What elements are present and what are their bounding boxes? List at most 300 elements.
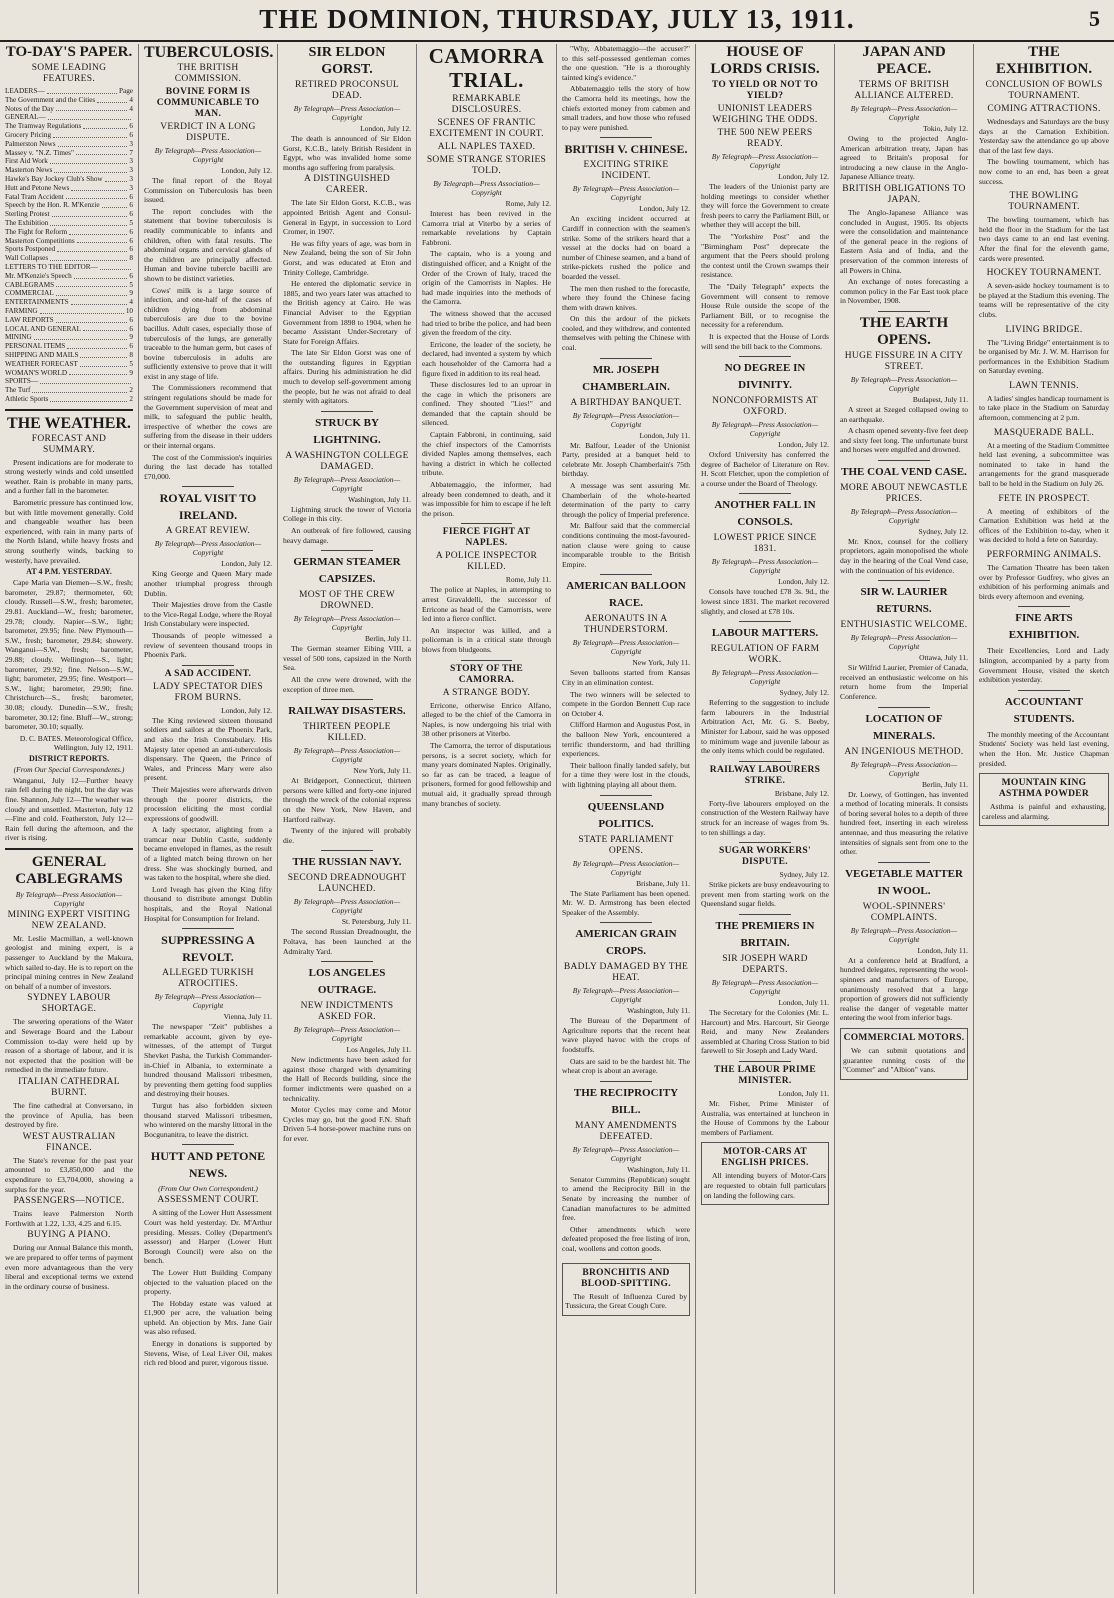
toc-row bbox=[5, 157, 133, 166]
toc-page: 4 bbox=[129, 298, 133, 307]
earth-date: Budapest, July 11. bbox=[912, 394, 968, 404]
finance-heading: WEST AUSTRALIAN FINANCE. bbox=[22, 1131, 116, 1153]
toc-row bbox=[5, 245, 133, 254]
steamer-byline: By Telegraph—Press Association—Copyright bbox=[293, 614, 401, 633]
revolt-sub: ALLEGED TURKISH ATROCITIES. bbox=[162, 968, 254, 990]
railway-p2: Twenty of the injured will probably die. bbox=[283, 826, 411, 845]
balloon-p2: The two winners will be selected to compete in the Gordon Bennett Cup race on October 4. bbox=[562, 689, 690, 718]
labour-article bbox=[701, 625, 829, 756]
gorst-heading: SIR ELDON GORST. bbox=[308, 45, 386, 77]
coal-heading: THE COAL VEND CASE. bbox=[841, 465, 967, 478]
steamer-p2: All the crew were drowned, with the exception of three men. bbox=[283, 675, 411, 694]
toc-page: 6 bbox=[129, 236, 133, 245]
toc-leader-dots bbox=[71, 184, 127, 191]
reciprocity-p2: Other amendments which were defeated proposed the free listing of iron, coal, woollens and cotton goods. bbox=[562, 1224, 690, 1253]
animals-article bbox=[979, 550, 1109, 601]
toc-page: 6 bbox=[129, 324, 133, 333]
toc-page: 6 bbox=[129, 245, 133, 254]
royal-p3: Thousands of people witnessed a review of seventeen thousand troops in Phoenix Park. bbox=[144, 630, 272, 660]
column-4 bbox=[417, 44, 557, 1594]
toc-leader-dots bbox=[56, 281, 127, 288]
motor-p1: All intending buyers of Motor-Cars are requested to obtain full particulars on landing the following cars. bbox=[704, 1171, 826, 1200]
divider bbox=[739, 914, 790, 915]
divider bbox=[878, 707, 929, 708]
divinity-sub: NONCONFORMISTS AT OXFORD. bbox=[712, 396, 818, 418]
abba-p1: "Why, Abbatemaggio—the accuser?" to this self-possessed gentleman comes the one question. "He is a thoroughly tainted king's evidence." bbox=[562, 44, 690, 82]
toc-label: CABLEGRAMS bbox=[5, 280, 55, 289]
story-p2: The Camorra, the terror of disputatious persons, is a secret society, which for many years dominated Naples. Originally, so far as can be traced, a league of prisoners, formed for good fellowship and mutual aid, it gradually spread through many branches of society. bbox=[422, 740, 551, 808]
weather-heading: THE WEATHER. bbox=[7, 414, 131, 432]
story-article bbox=[422, 664, 551, 809]
toc-page: 8 bbox=[129, 254, 133, 263]
newspaper-columns bbox=[0, 44, 1114, 1594]
hutt-byline: (From Our Own Correspondent.) bbox=[158, 1184, 258, 1194]
toc-leader-dots bbox=[58, 140, 128, 147]
toc-row bbox=[5, 386, 133, 395]
revolt-byline: By Telegraph—Press Association—Copyright bbox=[154, 992, 262, 1011]
toc-label: The Government and the Cities bbox=[5, 95, 96, 104]
camorra-article bbox=[422, 44, 551, 518]
toc-row bbox=[5, 201, 133, 210]
motor-advert bbox=[701, 1142, 829, 1205]
camorra-p2: The captain, who is a young and distinguished officer, and a Knight of the Order of the Crown of Italy, traced the origin of the Camorrists in Naples. He had made inquiries into the methods of the Camorra. bbox=[422, 249, 551, 307]
wool-article bbox=[840, 866, 968, 1023]
revolt-article bbox=[144, 932, 272, 1139]
toc-label: The Fight for Reform bbox=[5, 227, 68, 236]
accident-heading: A SAD ACCIDENT. bbox=[164, 668, 252, 679]
divider bbox=[739, 621, 790, 622]
grain-p1: The Bureau of the Department of Agriculture reports that the recent heat wave played havoc with the crops of foodstuffs. bbox=[562, 1016, 690, 1055]
toc-page: 10 bbox=[125, 306, 133, 315]
toc-row bbox=[5, 307, 133, 316]
premiers-heading: THE PREMIERS IN BRITAIN. bbox=[715, 919, 815, 949]
exhibition-sub2: COMING ATTRACTIONS. bbox=[987, 104, 1101, 114]
hockey-p1: A seven-aside hockey tournament is to be played at the Stadium this evening. The teams will be representative of the city clubs. bbox=[979, 281, 1109, 319]
premiers-p1: The Secretary for the Colonies (Mr. L. Harcourt) and Mrs. Harcourt, Sir George Reid, and many New Zealanders assembled at Charing Cross Station to bid farewell to Sir Joseph and Lady Ward. bbox=[701, 1007, 829, 1056]
balloon-sub: AERONAUTS IN A THUNDERSTORM. bbox=[583, 614, 669, 636]
exhibition-sub1: CONCLUSION OF BOWLS TOURNAMENT. bbox=[985, 80, 1103, 101]
toc-leader-dots bbox=[50, 219, 127, 226]
chamberlain-p3: Mr. Balfour said that the commercial conditions continuing the most-favoured-nation clause were going to cause incomparable trouble to the British Empire. bbox=[562, 521, 690, 569]
toc-page: 3 bbox=[129, 139, 133, 148]
toc-leader-dots bbox=[54, 166, 127, 173]
balloon-byline: By Telegraph—Press Association—Copyright bbox=[572, 638, 680, 657]
japan-heading: JAPAN AND PEACE. bbox=[862, 44, 946, 77]
divider bbox=[739, 842, 790, 843]
toc-label: Sports Postponed bbox=[5, 245, 56, 254]
grain-heading: AMERICAN GRAIN CROPS. bbox=[575, 928, 677, 958]
wool-date: London, July 11. bbox=[917, 945, 968, 955]
earth-sub: HUGE FISSURE IN A CITY STREET. bbox=[844, 350, 964, 372]
navy-date: St. Petersburg, July 11. bbox=[341, 917, 411, 927]
accountants-heading: ACCOUNTANT STUDENTS. bbox=[1004, 695, 1084, 725]
grain-date: Washington, July 11. bbox=[627, 1006, 690, 1016]
hutt-heading: HUTT AND PETONE NEWS. bbox=[150, 1149, 266, 1181]
japan-p3: An exchange of notes forecasting a common policy in the Far East took place in November, 1908. bbox=[840, 277, 968, 306]
reciprocity-date: Washington, July 11. bbox=[627, 1164, 690, 1174]
fisher-article bbox=[701, 1065, 829, 1137]
consols-sub: LOWEST PRICE SINCE 1831. bbox=[713, 533, 817, 555]
divider bbox=[321, 850, 372, 851]
divider bbox=[461, 660, 513, 661]
passengers-text: Trains leave Palmerston North Forthwith at 1.22, 1.33, 4.25 and 6.15. bbox=[5, 1209, 133, 1228]
toc-label: WOMAN'S WORLD bbox=[5, 368, 68, 377]
masthead bbox=[0, 0, 1114, 42]
china-p3: On this the ardour of the pickets cooled, and they withdrew, and contented themselves with pelting the Chinese with coal. bbox=[562, 314, 690, 353]
toc-leader-dots bbox=[69, 369, 127, 376]
divinity-heading: NO DEGREE IN DIVINITY. bbox=[724, 362, 806, 392]
asthma-p1: Asthma is painful and exhausting, careless and alarming. bbox=[982, 802, 1106, 821]
chamberlain-p2: A message was sent assuring Mr. Chamberlain of the whole-hearted determination of the party to carry through the policy of Imperial preference. bbox=[562, 481, 690, 519]
toc-page: 6 bbox=[129, 315, 133, 324]
finance-text: The State's revenue for the past year amounted to £3,850,000 and the expenditure to £3,704,000, showing a surplus for the year. bbox=[5, 1155, 133, 1194]
navy-sub: SECOND DREADNOUGHT LAUNCHED. bbox=[287, 873, 407, 895]
cables-heading: GENERAL CABLEGRAMS bbox=[15, 853, 123, 887]
la-p2: Motor Cycles may come and Motor Cycles may go, but the good F.N. Shaft Driven 5-4 horse-power machine runs on for ever. bbox=[283, 1105, 411, 1143]
toc-page: 3 bbox=[129, 166, 133, 175]
camorra-p7: Abbatemaggio, the informer, had already been condemned to death, and it was impossible for him to escape if he left the prison. bbox=[422, 480, 551, 518]
camorra-byline: By Telegraph—Press Association—Copyright bbox=[433, 179, 540, 197]
navy-byline: By Telegraph—Press Association—Copyright bbox=[293, 897, 401, 916]
toc-page: 3 bbox=[129, 157, 133, 166]
china-p2: The men then rushed to the forecastle, where they found the Chinese facing them with drawn knives. bbox=[562, 283, 690, 312]
toc-row bbox=[5, 237, 133, 246]
divider bbox=[600, 137, 651, 138]
lords-p3: The "Daily Telegraph" expects the Government will consent to remove House Rule outside the scope of the Parliament Bill, or to recognise the necessity for a referendum. bbox=[701, 281, 829, 330]
divider bbox=[461, 523, 513, 524]
china-heading: BRITISH V. CHINESE. bbox=[564, 142, 688, 157]
toc-page: 4 bbox=[129, 95, 133, 104]
exhibition-heading: THE EXHIBITION. bbox=[995, 44, 1093, 77]
wool-sub: WOOL-SPINNERS' COMPLAINTS. bbox=[862, 901, 946, 923]
toc-label: LAW REPORTS bbox=[5, 315, 54, 324]
gorst-p3: He was fifty years of age, was born in New Zealand, being the son of Sir John Gorst, and was educated at Eton and Trinity College, Cambridge. bbox=[283, 238, 411, 277]
queensland-sub: STATE PARLIAMENT OPENS. bbox=[578, 834, 674, 856]
japan-sub2: BRITISH OBLIGATIONS TO JAPAN. bbox=[842, 183, 966, 205]
strike-p1: Forty-five labourers employed on the construction of the Western Railway have struck for an increase of wages from 9s. to ten shillings a day. bbox=[701, 798, 829, 837]
railway-heading: RAILWAY DISASTERS. bbox=[288, 705, 406, 718]
revolt-p1: The newspaper "Zeit" publishes a remarkable account, given by eye-witnesses, of the attempt of Turgut Shevket Pasha, the Turkish Commander-in-Chief in Albania, to exterminate a hundred thousand Malissori tribesmen, by preventing them getting food supplies and destroying their houses. bbox=[144, 1022, 272, 1099]
lightning-p2: An outbreak of fire followed, causing heavy damage. bbox=[283, 526, 411, 545]
camorra-sub1: REMARKABLE DISCLOSURES. bbox=[451, 94, 522, 115]
gorst-p4: He entered the diplomatic service in 1885, and two years later was attached to the British agency at Cairo. He was Financial Adviser to the Egyptian Government from 1898 to 1904, when he became Assistant Under-Secretary of State for Foreign Affairs. bbox=[283, 279, 411, 346]
china-p1: An exciting incident occurred at Cardiff in connection with the seamen's strike. Some of the strikers heard that a vessel at the docks had on board a number of Chinese seamen, and a band of strike-pickets rushed the police and boarded the vessel. bbox=[562, 214, 690, 281]
animals-p1: The Carnation Theatre has been taken over by Professor Gudfrey, who gives an exhibition of his performing animals and birds every afternoon and evening. bbox=[979, 563, 1109, 601]
toc-label: WEATHER FORECAST bbox=[5, 359, 78, 368]
toc-page: 2 bbox=[129, 394, 133, 403]
toc-leader-dots bbox=[69, 228, 127, 235]
toc-row bbox=[5, 113, 133, 122]
toc-page: 8 bbox=[129, 350, 133, 359]
divider bbox=[600, 922, 651, 923]
toc-row bbox=[5, 122, 133, 131]
japan-article bbox=[840, 44, 968, 306]
toc-row bbox=[5, 149, 133, 158]
divider bbox=[878, 311, 929, 312]
minerals-article bbox=[840, 711, 968, 857]
hutt-article bbox=[144, 1148, 272, 1368]
navy-heading: THE RUSSIAN NAVY. bbox=[292, 856, 402, 869]
divider bbox=[739, 356, 790, 357]
abba-p2: Abbatemaggio tells the story of how the Camorra held its meetings, how the chiefs extorted money from cabmen and small traders, and how those who refused to pay were punished. bbox=[562, 84, 690, 132]
divider bbox=[878, 580, 929, 581]
chamberlain-heading: MR. JOSEPH CHAMBERLAIN. bbox=[582, 363, 670, 393]
toc-page: 4 bbox=[129, 104, 133, 113]
toc-page: 6 bbox=[129, 122, 133, 131]
toc-page: 5 bbox=[129, 280, 133, 289]
lords-byline: By Telegraph—Press Association—Copyright bbox=[711, 152, 819, 170]
divider bbox=[5, 409, 133, 411]
toc-label: Hawke's Bay Jockey Club's Show bbox=[5, 174, 103, 183]
minerals-byline: By Telegraph—Press Association—Copyright bbox=[850, 759, 958, 778]
railway-date: New York, July 11. bbox=[353, 766, 411, 776]
toc-label: Athletic Sports bbox=[5, 394, 49, 403]
chamberlain-sub: A BIRTHDAY BANQUET. bbox=[570, 397, 682, 408]
toc-row bbox=[5, 360, 133, 369]
toc-row bbox=[5, 351, 133, 360]
newspaper-title: THE DOMINION, THURSDAY, JULY 13, 1911. bbox=[259, 4, 855, 34]
toc-label: SPORTS— bbox=[5, 377, 39, 386]
toc-row bbox=[5, 184, 133, 193]
toc-label: FARMING bbox=[5, 306, 38, 315]
hockey-article bbox=[979, 268, 1109, 319]
column-2 bbox=[139, 44, 278, 1594]
grain-byline: By Telegraph—Press Association—Copyright bbox=[572, 986, 680, 1005]
district-text: Wanganui, July 12—Further heavy rain fell during the night, but the day was fine. Shannon, July 12—The weather was cloudy and unsettled. Masterton, July 12—Fine and cold. Featherston, July 12—Rain fell during the afternoon, and the river is rising. bbox=[5, 775, 133, 843]
toc-row bbox=[5, 193, 133, 202]
toc-row bbox=[5, 140, 133, 149]
toc-row bbox=[5, 254, 133, 263]
toc-leader-dots bbox=[56, 316, 128, 323]
toc-leader-dots bbox=[76, 149, 128, 156]
toc-row bbox=[5, 166, 133, 175]
toc-page: 5 bbox=[129, 218, 133, 227]
railway-article bbox=[283, 703, 411, 845]
gorst-date: London, July 12. bbox=[360, 124, 411, 133]
coal-byline: By Telegraph—Press Association—Copyright bbox=[850, 506, 958, 525]
gorst-p5: The late Sir Eldon Gorst was one of the outstanding figures in Egyptian affairs. During his administration he did much to develop self-government among the people, but he was not afraid to deal sternly with agitators. bbox=[283, 348, 411, 406]
china-date: London, July 12. bbox=[639, 204, 690, 214]
divider bbox=[600, 795, 651, 796]
toc-row bbox=[5, 96, 133, 105]
steamer-p1: The German steamer Eibing VIII, a vessel of 500 tons, capsized in the North Sea. bbox=[283, 644, 411, 673]
reciprocity-sub: MANY AMENDMENTS DEFEATED. bbox=[574, 1120, 678, 1142]
page-number: 5 bbox=[1089, 6, 1100, 31]
divider bbox=[739, 761, 790, 762]
sugar-heading: SUGAR WORKERS' DISPUTE. bbox=[719, 846, 811, 868]
divider bbox=[321, 550, 372, 551]
china-sub: EXCITING STRIKE INCIDENT. bbox=[583, 160, 669, 182]
italian-text: The fine cathedral at Conversano, in the province of Apulia, has been destroyed by fire. bbox=[5, 1101, 133, 1130]
toc-leader-dots bbox=[74, 272, 128, 279]
camorra-p6: Captain Fabbroni, in continuing, said the chief inspectors of the Camorrists divided Naples among themselves, each having a district in which he collected tribute. bbox=[422, 430, 551, 478]
naples-sub: A POLICE INSPECTOR KILLED. bbox=[435, 551, 538, 573]
tb-heading: TUBERCULOSIS. bbox=[144, 44, 274, 61]
labour-date: Sydney, July 12. bbox=[779, 688, 829, 698]
divider bbox=[600, 1081, 651, 1082]
hutt-p4: Energy in donations is supported by Stevens, Wise, of Leal Liver Oil, makes rich red blood and purer, vigorous tissue. bbox=[144, 1339, 272, 1368]
toc-leader-dots bbox=[80, 360, 128, 367]
toc-leader-dots bbox=[97, 96, 127, 103]
bowling-article bbox=[979, 191, 1109, 263]
royal-byline: By Telegraph—Press Association—Copyright bbox=[154, 539, 262, 558]
bronchitis-p1: The Result of Influenza Cured by Tussicura, the Great Cough Cure. bbox=[565, 1291, 687, 1311]
toc-label: The Tramway Regulations bbox=[5, 122, 82, 131]
toc-page: 6 bbox=[129, 271, 133, 280]
lightning-sub: A WASHINGTON COLLEGE DAMAGED. bbox=[285, 450, 409, 472]
toc-leader-dots bbox=[52, 210, 128, 217]
naples-p2: An inspector was killed, and a policeman is in a critical state through blows from bludgeons. bbox=[422, 625, 551, 654]
royal-p2: Their Majesties drove from the Castle to the Vice-Regal Lodge, where the Royal Irish Constabulary were inspected. bbox=[144, 600, 272, 629]
toc-page: 9 bbox=[129, 333, 133, 342]
steamer-heading: GERMAN STEAMER CAPSIZES. bbox=[293, 556, 401, 586]
divider bbox=[321, 961, 372, 962]
toc-row bbox=[5, 316, 133, 325]
toc-row bbox=[5, 325, 133, 334]
consols-article bbox=[701, 497, 829, 616]
bronchitis-advert bbox=[562, 1263, 690, 1316]
divider bbox=[1018, 606, 1070, 607]
sydney-text: The sewering operations of the Water and Sewerage Board and the Labour Commission to-day were held up by reason of a shortage of labour, and it is not expected that the position will be remedied in the immediate future. bbox=[5, 1017, 133, 1075]
railway-sub: THIRTEEN PEOPLE KILLED. bbox=[303, 722, 391, 744]
chamberlain-date: London, July 11. bbox=[639, 430, 690, 440]
lords-heading: HOUSE OF LORDS CRISIS. bbox=[710, 44, 820, 77]
fisher-heading: THE LABOUR PRIME MINISTER. bbox=[714, 1064, 816, 1086]
accident-p4: Lord Iveagh has given the King fifty thousand to distribute amongst Dublin hospitals, and the Royal National Hospital for Consumption for Ireland. bbox=[144, 884, 272, 923]
tennis-article bbox=[979, 381, 1109, 423]
tb-sub1: THE BRITISH COMMISSION. bbox=[174, 63, 242, 84]
toc-leader-dots bbox=[57, 245, 127, 252]
camorra-p4: Erricone, the leader of the society, he declared, had invented a system by which each householder of the Camorra had a figure fixed in addition to its real head. bbox=[422, 339, 551, 378]
labour-sub: REGULATION OF FARM WORK. bbox=[710, 644, 820, 666]
japan-p2: The Anglo-Japanese Alliance was concluded in August, 1905. Its objects were the consolidation and maintenance of the general peace in the regions of Eastern Asia and of India, and the preservation of the common interests of all Powers in China. bbox=[840, 207, 968, 275]
consols-heading: ANOTHER FALL IN CONSOLS. bbox=[714, 499, 816, 529]
toc-leader-dots bbox=[48, 113, 131, 120]
china-article bbox=[562, 141, 690, 352]
fete-article bbox=[979, 494, 1109, 545]
divider bbox=[878, 862, 929, 863]
toc-label: The Exhibition bbox=[5, 218, 49, 227]
laurier-sub: ENTHUSIASTIC WELCOME. bbox=[840, 620, 968, 631]
divinity-p1: Oxford University has conferred the degree of Bachelor of Literature on Rev. H. Scott Fletcher, upon the completion of a course under the Board of Theology. bbox=[701, 450, 829, 488]
lightning-byline: By Telegraph—Press Association—Copyright bbox=[293, 474, 401, 493]
toc-label: Speech by the Hon. R. M'Kenzie bbox=[5, 201, 100, 210]
toc-leader-dots bbox=[66, 193, 128, 200]
toc-row bbox=[5, 333, 133, 342]
wool-heading: VEGETABLE MATTER IN WOOL. bbox=[845, 867, 963, 897]
tb-sub2: BOVINE FORM IS COMMUNICABLE TO MAN. bbox=[156, 87, 260, 119]
minerals-sub: AN INGENIOUS METHOD. bbox=[844, 746, 964, 757]
laurier-article bbox=[840, 584, 968, 701]
toc-leader-dots bbox=[50, 157, 128, 164]
toc-leader-dots bbox=[100, 263, 131, 270]
lords-article bbox=[701, 44, 829, 351]
toc-leader-dots bbox=[32, 386, 127, 393]
gorst-byline: By Telegraph—Press Association—Copyright bbox=[293, 104, 401, 122]
la-p1: New indictments have been asked for against those charged with dynamiting the Hall of Records building, since the former indictments were quashed on a technicality. bbox=[283, 1055, 411, 1103]
accident-date: London, July 12. bbox=[221, 705, 272, 715]
toc-page: 6 bbox=[129, 210, 133, 219]
column-7 bbox=[835, 44, 974, 1594]
lords-sub3: THE 500 NEW PEERS READY. bbox=[717, 128, 813, 149]
earth-heading: THE EARTH OPENS. bbox=[859, 314, 949, 348]
strike-date: Brisbane, July 12. bbox=[774, 788, 829, 798]
strike-heading: RAILWAY LABOURERS STRIKE. bbox=[709, 764, 821, 786]
column-6 bbox=[696, 44, 835, 1594]
masquerade-heading: MASQUERADE BALL. bbox=[993, 427, 1095, 438]
tb-p5: The cost of the Commission's inquiries during the last decade has totalled £70,000. bbox=[144, 452, 272, 481]
japan-sub1: TERMS OF BRITISH ALLIANCE ALTERED. bbox=[854, 80, 954, 101]
divider bbox=[600, 574, 651, 575]
toc-leader-dots bbox=[47, 87, 117, 94]
royal-p1: King George and Queen Mary made another triumphal progress through Dublin. bbox=[144, 569, 272, 598]
toc-label: Massey v. "N.Z. Times" bbox=[5, 148, 74, 157]
toc-leader-dots bbox=[102, 201, 128, 208]
naples-date: Rome, July 11. bbox=[505, 575, 551, 585]
toc-leader-dots bbox=[56, 105, 128, 112]
bronchitis-heading: BRONCHITIS AND BLOOD-SPITTING. bbox=[581, 1267, 671, 1289]
china-byline: By Telegraph—Press Association—Copyright bbox=[572, 184, 680, 203]
sugar-article bbox=[701, 846, 829, 909]
camorra-p1: Interest has been revived in the Camorra trial at Viterbo by a series of remarkable revelations by Captain Fabbroni. bbox=[422, 209, 551, 247]
accident-article bbox=[144, 669, 272, 923]
tb-byline: By Telegraph—Press Association—Copyright bbox=[154, 146, 262, 164]
japan-date: Tokio, July 12. bbox=[923, 124, 968, 133]
mining-heading: MINING EXPERT VISITING NEW ZEALAND. bbox=[7, 909, 131, 931]
toc-page: 9 bbox=[129, 368, 133, 377]
weather-stations: Cape Maria van Diemen—S.W., fresh; barometer, 29.87; thermometer, 60; cloudy. Russell—S.W., fresh; barometer, 29.81. Auckland—W., fresh; barometer, 29.78; cloudy. Napier—S.W., light; barometer, 29.95; fine. New Plymouth—S.W., fresh; barometer, 29.84; showery. Wanganui—S.W., fresh; barometer, 29.88; cloudy. Wellington—S., light; barometer, 29.92; fine. Nelson—S.W., light; barometer, 29.95; fine. Westport—S.W., light; barometer, 29.90; fine. Christchurch—S., fresh; barometer, 30.08; cloudy. Dunedin—S.W., fresh; barometer, 30.12; fine. Bluff—W., strong; barometer, 30.10; squally. bbox=[5, 578, 133, 732]
balloon-p4: Their balloon finally landed safely, but for a time they were lost in the clouds, with lightning playing all about them. bbox=[562, 760, 690, 789]
la-heading: LOS ANGELES OUTRAGE. bbox=[308, 967, 386, 997]
royal-sub: A GREAT REVIEW. bbox=[165, 526, 251, 537]
weather-note: Barometric pressure has continued low, but with little movement generally. Cold and changeable weather has been experienced, with rain in many parts of the North Island, while heavy frosts and strong southerly winds, backing to westerly, have prevailed. bbox=[5, 498, 133, 565]
sydney-heading: SYDNEY LABOUR SHORTAGE. bbox=[27, 993, 111, 1015]
lords-date: London, July 12. bbox=[778, 172, 829, 181]
divider bbox=[5, 848, 133, 850]
earth-article bbox=[840, 315, 968, 455]
navy-p1: The second Russian Dreadnought, the Poltava, has been launched at the Admiralty Yard. bbox=[283, 927, 411, 956]
lightning-heading: STRUCK BY LIGHTNING. bbox=[313, 416, 381, 446]
camorra-sub2: SCENES OF FRANTIC EXCITEMENT IN COURT. bbox=[429, 118, 544, 139]
toc-leader-dots bbox=[105, 175, 128, 182]
laurier-heading: SIR W. LAURIER RETURNS. bbox=[860, 586, 948, 616]
toc-label: LETTERS TO THE EDITOR— bbox=[5, 262, 98, 271]
divider bbox=[182, 665, 233, 666]
tb-p1: The final report of the Royal Commission on Tuberculosis has been issued. bbox=[144, 176, 272, 205]
laurier-date: Ottawa, July 11. bbox=[919, 653, 968, 663]
labour-heading: LABOUR MATTERS. bbox=[711, 627, 819, 640]
general-cables bbox=[5, 854, 133, 1291]
animals-heading: PERFORMING ANIMALS. bbox=[986, 550, 1102, 560]
masquerade-article bbox=[979, 428, 1109, 489]
queensland-date: Brisbane, July 11. bbox=[636, 878, 690, 888]
column-3 bbox=[278, 44, 417, 1594]
bridge-p1: The "Living Bridge" entertainment is to be organised by Mr. J. W. M. Harrison for performances in the Exhibition Stadium on Saturday evening. bbox=[979, 337, 1109, 376]
fete-heading: FETE IN PROSPECT. bbox=[998, 493, 1090, 504]
motor-heading: MOTOR-CARS AT ENGLISH PRICES. bbox=[721, 1147, 809, 1169]
toc-page: 6 bbox=[129, 227, 133, 236]
abba-article bbox=[562, 44, 690, 132]
grain-p2: Oats are said to be the hardest hit. The wheat crop is about an average. bbox=[562, 1056, 690, 1076]
toc-leader-dots bbox=[34, 333, 128, 340]
district-heading: DISTRICT REPORTS. bbox=[28, 753, 110, 763]
toc-row bbox=[5, 272, 133, 281]
divider bbox=[321, 699, 372, 700]
naples-article bbox=[422, 527, 551, 654]
divinity-date: London, July 12. bbox=[778, 440, 829, 450]
camorra-sub3: ALL NAPLES TAXED. bbox=[437, 142, 536, 152]
earth-p2: A chasm opened seventy-five feet deep and sixty feet long. The unfortunate burst and horses were engulfed and drowned. bbox=[840, 426, 968, 455]
